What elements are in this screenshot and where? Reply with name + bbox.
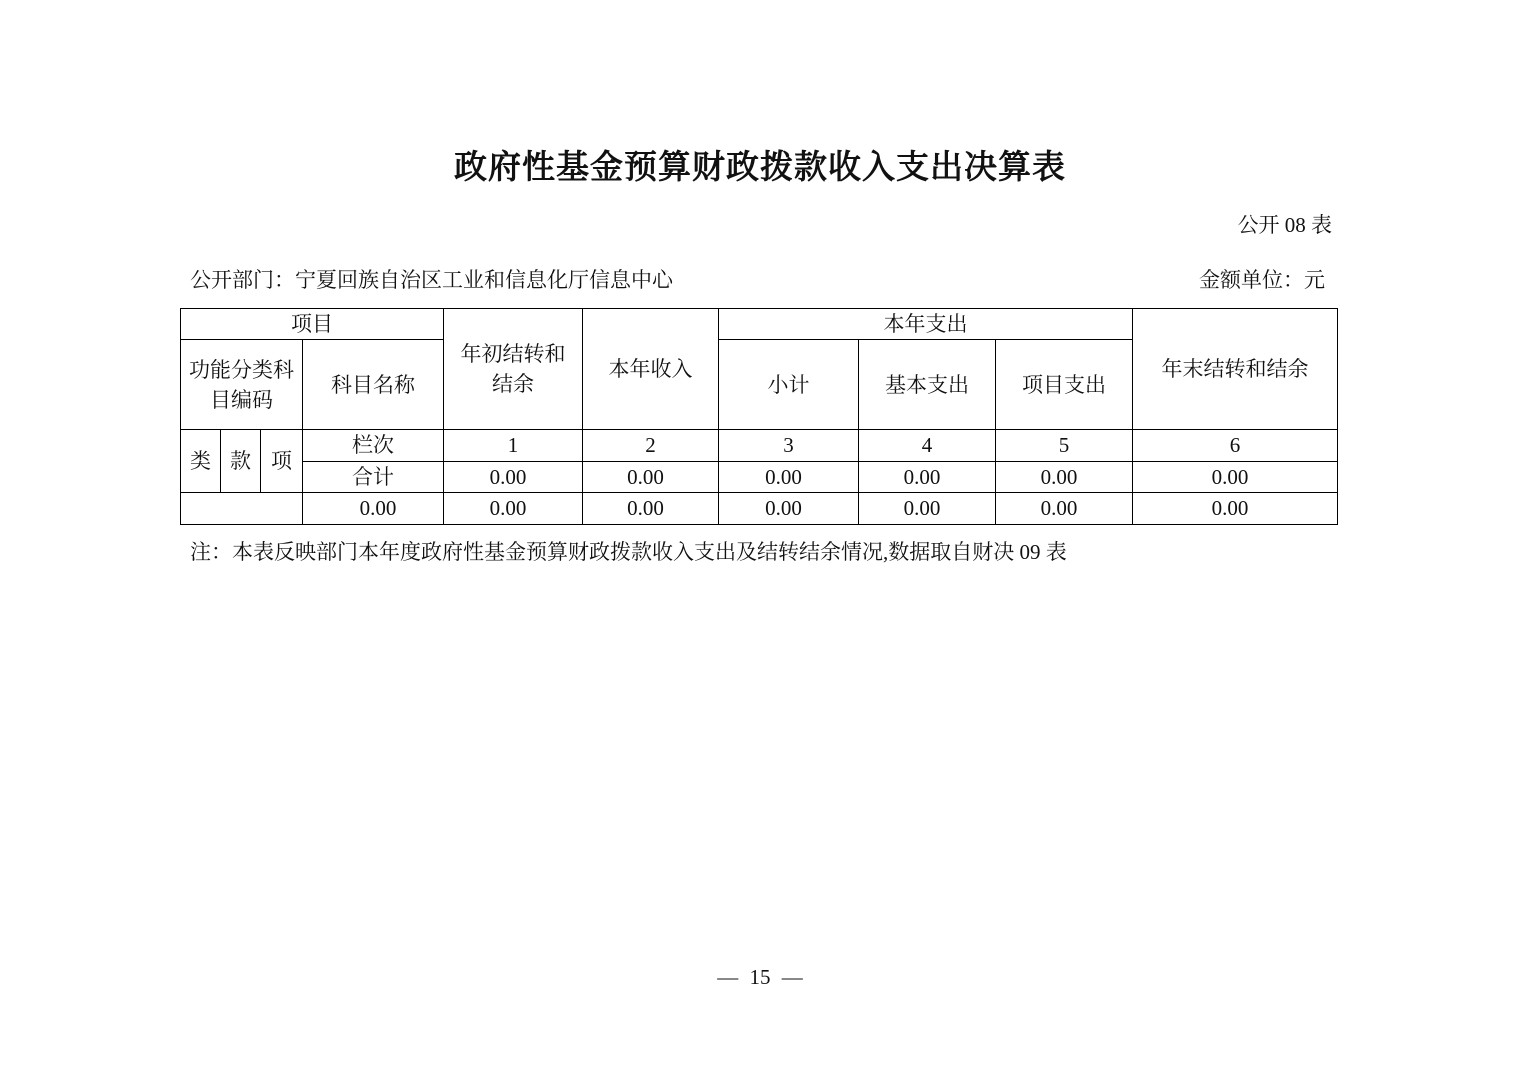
- budget-table: [180, 308, 1338, 525]
- header-class: 类: [181, 430, 221, 493]
- header-func-code: 功能分类科目编码: [181, 340, 303, 430]
- unit-label: 金额单位：元: [1199, 268, 1325, 292]
- page-title: 政府性基金预算财政拨款收入支出决算表: [454, 150, 1066, 186]
- header-project: 项目: [181, 309, 444, 340]
- header-begin-balance: 年初结转和结余: [444, 309, 583, 430]
- column-number-cell: 4: [859, 430, 996, 461]
- empty-code-cell: [181, 493, 303, 524]
- header-item: 项: [261, 430, 303, 493]
- column-number-cell: 5: [996, 430, 1133, 461]
- department-label: 公开部门：宁夏回族自治区工业和信息化厅信息中心: [190, 268, 673, 292]
- table-note: 注：本表反映部门本年度政府性基金预算财政拨款收入支出及结转结余情况,数据取自财决 09 表: [190, 540, 1067, 564]
- data-name-cell: 0.00: [303, 493, 444, 524]
- data-value-cell: 0.00: [996, 493, 1133, 524]
- column-index-label: 栏次: [303, 430, 444, 461]
- header-subtotal: 小计: [719, 340, 859, 430]
- data-value-cell: 0.00: [1133, 493, 1338, 524]
- column-number-cell: 3: [719, 430, 859, 461]
- column-number-cell: 1: [444, 430, 583, 461]
- header-year-expense: 本年支出: [719, 309, 1133, 340]
- data-value-cell: 0.00: [859, 493, 996, 524]
- total-value-cell: 0.00: [719, 461, 859, 492]
- total-value-cell: 0.00: [996, 461, 1133, 492]
- header-section: 款: [221, 430, 261, 493]
- total-label: 合计: [303, 461, 444, 492]
- data-value-cell: 0.00: [719, 493, 859, 524]
- header-basic-expense: 基本支出: [859, 340, 996, 430]
- header-end-balance: 年末结转和结余: [1133, 309, 1338, 430]
- total-value-cell: 0.00: [444, 461, 583, 492]
- total-value-cell: 0.00: [1133, 461, 1338, 492]
- table-code-label: 公开 08 表: [1237, 213, 1332, 237]
- header-project-expense: 项目支出: [996, 340, 1133, 430]
- total-row: [181, 461, 1338, 492]
- header-row-1: [181, 309, 1338, 340]
- data-row: [181, 493, 1338, 524]
- column-index-row: [181, 430, 1338, 461]
- total-value-cell: 0.00: [583, 461, 719, 492]
- data-value-cell: 0.00: [444, 493, 583, 524]
- total-value-cell: 0.00: [859, 461, 996, 492]
- column-number-cell: 2: [583, 430, 719, 461]
- column-number-cell: 6: [1133, 430, 1338, 461]
- header-year-income: 本年收入: [583, 309, 719, 430]
- header-subject-name: 科目名称: [303, 340, 444, 430]
- data-value-cell: 0.00: [583, 493, 719, 524]
- page-number: — 15 —: [717, 965, 803, 989]
